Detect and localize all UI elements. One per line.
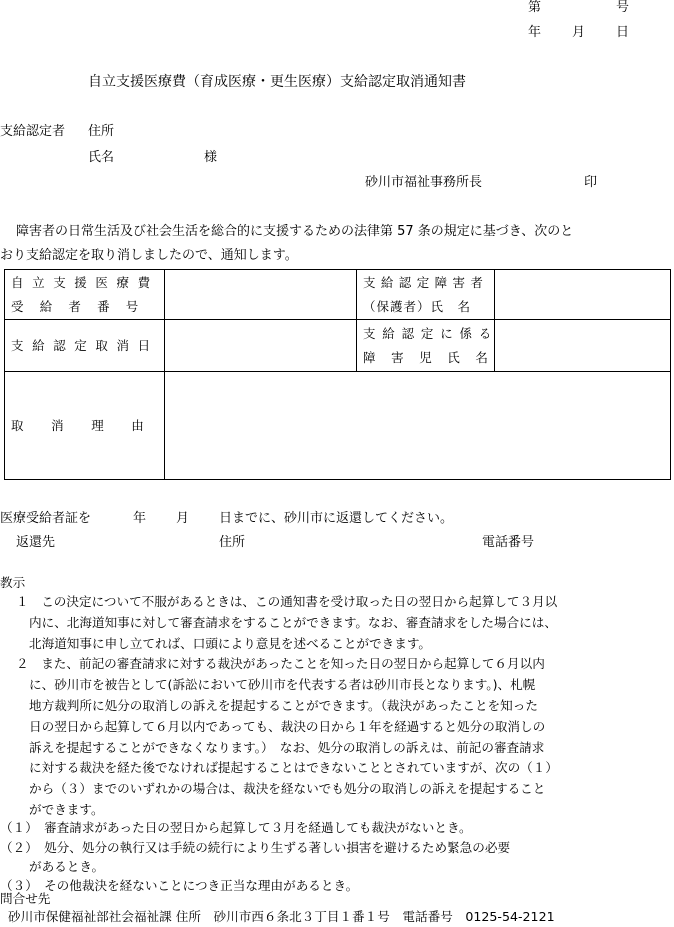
intro-line-1: 障害者の日常生活及び社会生活を総合的に支援するための法律第 57 条の規定に基づき、次のと [16,224,574,239]
revocation-reason-label: 取消理由 [11,418,172,433]
notice-line: 内に、北海道知事に対して審査請求をすることができます。なお、審査請求をした場合には、 [29,615,557,630]
notice-line: ができます。 [29,802,104,817]
certified-person-name-field[interactable] [495,270,671,320]
revocation-reason-field[interactable] [165,372,671,480]
return-line-prefix: 医療受給者証を [0,511,92,526]
revocation-date-label: 支給認定取消日 [11,338,159,353]
revocation-date-field[interactable] [165,320,357,372]
date-month-label: 月 [572,25,586,40]
return-year-label: 年 [133,511,147,526]
recipient-number-digit-boxes[interactable] [165,270,357,320]
recipient-number-label-cell [5,270,165,320]
notice-line: 日の翌日から起算して６月以内であっても、裁決の日から１年を経過すると処分の取消しの [29,719,546,734]
notice-line: ２ また、前記の審査請求に対する裁決があったことを知った日の翌日から起算して６月以内 [16,656,545,671]
recipient-number-label-a: 自立支援医療費 [11,275,159,290]
recipient-address-label: 住所 [88,124,115,139]
notice-line: 訴えを提起することができなくなります。） なお、処分の取消しの訴えは、前記の審査請求 [29,740,545,755]
return-destination-label: 返還先 [16,535,56,550]
certified-person-label-cell [357,270,495,320]
notice-line: （２） 処分、処分の執行又は手続の続行により生ずる著しい損害を避けるため緊急の必要 [0,840,511,855]
contact-line: 砂川市保健福祉部社会福祉課 住所 砂川市西６条北３丁目１番１号 電話番号 0125-54-2121 [8,909,555,924]
notice-line: （３） その他裁決を経ないことにつき正当な理由があるとき。 [0,878,359,893]
child-name-field[interactable] [495,320,671,372]
revocation-form-table [4,269,671,480]
date-day-label: 日 [616,25,630,40]
date-year-label: 年 [528,25,542,40]
notice-line: から（３）までのいずれかの場合は、裁決を経ないでも処分の取消しの訴えを提起すること [29,781,546,796]
recipient-label: 支給認定者 [0,124,66,139]
return-address-label: 住所 [219,535,246,550]
notice-line: があるとき。 [29,859,105,874]
notice-line: （１） 審査請求があった日の翌日から起算して３月を経過しても裁決がないとき。 [0,820,472,835]
recipient-name-label: 氏名 [88,150,115,165]
return-phone-label: 電話番号 [482,535,535,550]
document-title: 自立支援医療費（育成医療・更生医療）支給認定取消通知書 [88,74,466,90]
notice-line: １ この決定について不服があるときは、この通知書を受け取った日の翌日から起算して３月以 [16,594,558,609]
child-name-label-a: 支給認定に係る [363,326,499,341]
notice-line: 地方裁判所に処分の取消しの訴えを提起することができます。（裁決があったことを知った [29,698,538,713]
recipient-honorific: 様 [204,150,218,165]
notice-line: 北海道知事に申し立てれば、口頭により意見を述べることができます。 [29,636,431,651]
contact-heading: 問合せ先 [0,891,51,906]
notice-heading: 教示 [0,575,26,590]
child-name-label-b: 障害児氏名 [363,350,504,365]
child-name-label-cell [357,320,504,372]
certified-person-label-b: （保護者）氏 名 [363,299,472,314]
issuer-name: 砂川市福祉事務所長 [365,175,483,190]
revocation-reason-label-cell [5,372,172,480]
seal-mark: 印 [584,175,598,190]
number-label-go: 号 [616,0,630,15]
notice-line: に、砂川市を被告として(訴訟において砂川市を代表する者は砂川市長となります。)、札幌 [29,677,536,692]
revocation-date-label-cell [5,320,165,372]
notice-line: に対する裁決を経た後でなければ提起することはできないこととされていますが、次の（１） [29,760,558,775]
number-label-dai: 第 [528,0,542,15]
return-line-suffix: 日までに、砂川市に返還してください。 [219,511,454,526]
return-month-label: 月 [176,511,190,526]
recipient-number-label-b: 受給者番号 [11,299,155,314]
intro-line-2: おり支給認定を取り消しましたので、通知します。 [0,248,298,263]
certified-person-label-a: 支給認定障害者 [363,275,489,290]
